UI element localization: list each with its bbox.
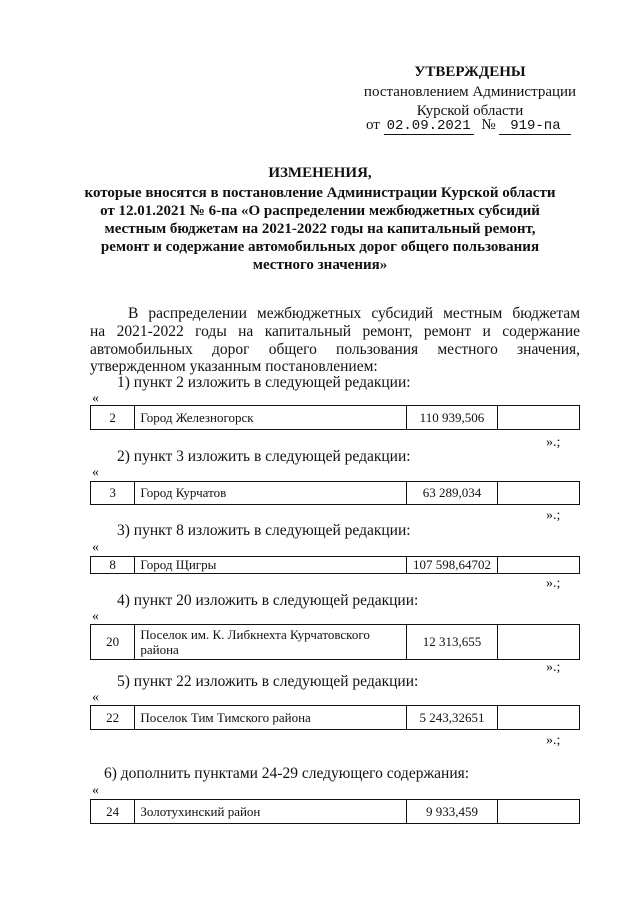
row-name: Поселок им. К. Либкнехта Курчатовского района — [135, 625, 406, 660]
row-name: Город Железногорск — [135, 406, 406, 430]
approval-title: УТВЕРЖДЕНЫ — [414, 64, 526, 80]
row-value: 12 313,655 — [406, 625, 498, 660]
approval-number: 919-па — [499, 118, 571, 135]
item-4-table — [90, 624, 580, 660]
row-value: 63 289,034 — [406, 482, 498, 505]
row-number: 8 — [91, 557, 135, 574]
heading-line-3: местным бюджетам на 2021-2022 годы на капитальный ремонт, — [104, 221, 536, 237]
row-empty-cell — [498, 557, 580, 574]
open-quote: « — [92, 690, 99, 705]
item-6-text: 6) дополнить пунктами 24-29 следующего содержания: — [104, 765, 470, 782]
row-name: Золотухинский район — [135, 800, 406, 824]
row-number: 20 — [91, 625, 135, 660]
intro-line-4: утвержденном указанным постановлением: — [90, 358, 378, 375]
table-row — [91, 557, 580, 574]
heading-title: ИЗМЕНЕНИЯ, — [268, 165, 372, 181]
row-name: Город Щигры — [135, 557, 406, 574]
open-quote: « — [92, 465, 99, 480]
open-quote: « — [92, 609, 99, 624]
item-2-text: 2) пункт 3 изложить в следующей редакции: — [117, 448, 411, 465]
heading-line-5: местного значения» — [252, 257, 388, 273]
row-empty-cell — [498, 706, 580, 730]
row-number: 24 — [91, 800, 135, 824]
row-empty-cell — [498, 800, 580, 824]
item-1-text: 1) пункт 2 изложить в следующей редакции: — [117, 374, 411, 391]
approval-line-2: Курской области — [416, 103, 524, 119]
item-4-text: 4) пункт 20 изложить в следующей редакции: — [117, 592, 419, 609]
intro-line-1: В распределении межбюджетных субсидий местным бюджетам — [128, 305, 580, 322]
date-prefix: от — [366, 117, 380, 133]
close-quote: ».; — [546, 508, 561, 523]
item-6-table — [90, 799, 580, 824]
intro-line-2: на 2021-2022 годы на капитальный ремонт, ремонт и содержание — [90, 323, 580, 340]
row-number: 3 — [91, 482, 135, 505]
row-empty-cell — [498, 625, 580, 660]
close-quote: ».; — [546, 435, 561, 450]
close-quote: ».; — [546, 576, 561, 591]
item-3-table — [90, 556, 580, 574]
row-value: 5 243,32651 — [406, 706, 498, 730]
table-row — [91, 800, 580, 824]
number-prefix: № — [481, 117, 496, 133]
row-number: 2 — [91, 406, 135, 430]
approval-date-line — [366, 117, 571, 135]
table-row — [91, 406, 580, 430]
row-empty-cell — [498, 406, 580, 430]
open-quote: « — [92, 391, 99, 406]
intro-line-3: автомобильных дорог общего пользования местного значения, — [90, 341, 580, 358]
row-value: 107 598,64702 — [406, 557, 498, 574]
open-quote: « — [92, 783, 99, 798]
heading-line-1: которые вносятся в постановление Администрации Курской области — [84, 185, 556, 201]
table-row — [91, 706, 580, 730]
item-5-table — [90, 705, 580, 730]
row-value: 110 939,506 — [406, 406, 498, 430]
row-name: Поселок Тим Тимского района — [135, 706, 406, 730]
row-value: 9 933,459 — [406, 800, 498, 824]
item-5-text: 5) пункт 22 изложить в следующей редакции: — [117, 673, 419, 690]
item-1-table — [90, 405, 580, 430]
item-2-table — [90, 481, 580, 505]
close-quote: ».; — [546, 733, 561, 748]
heading-line-2: от 12.01.2021 № 6-па «О распределении межбюджетных субсидий — [100, 203, 540, 219]
heading-line-4: ремонт и содержание автомобильных дорог общего пользования — [100, 239, 540, 255]
approval-line-1: постановлением Администрации — [363, 84, 577, 100]
row-name: Город Курчатов — [135, 482, 406, 505]
approval-date: 02.09.2021 — [384, 118, 474, 135]
table-row — [91, 625, 580, 660]
close-quote: ».; — [546, 660, 561, 675]
row-number: 22 — [91, 706, 135, 730]
row-empty-cell — [498, 482, 580, 505]
item-3-text: 3) пункт 8 изложить в следующей редакции: — [117, 522, 411, 539]
open-quote: « — [92, 540, 99, 555]
table-row — [91, 482, 580, 505]
